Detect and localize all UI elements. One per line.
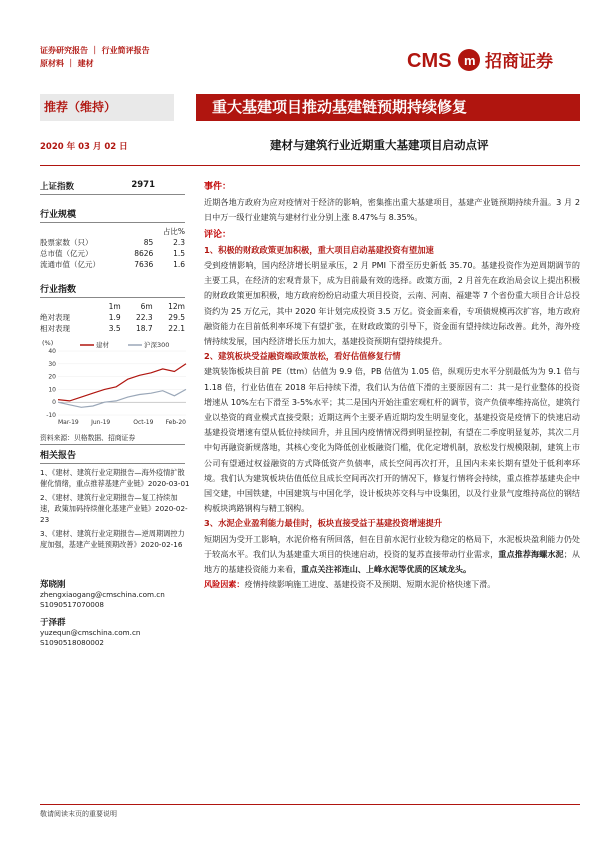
chart-unit: (%): [42, 339, 54, 347]
event-heading: 事件：: [204, 182, 232, 192]
table-row: 总市值（亿元） 8626 1.5: [40, 249, 185, 258]
related-report-link[interactable]: 1、《建材、建筑行业定期报告—海外疫情扩散催化情绪，重点推荐基建产业链》2020-03-01: [40, 468, 190, 488]
section-heading-3: 3、水泥企业盈利能力最佳时，板块直接受益于基建投资增速提升: [204, 518, 443, 529]
page-title: 重大基建项目推动基建链预期持续修复: [196, 94, 580, 121]
section-text-1: 受到疫情影响，国内经济增长明显承压，2 月 PMI 下滑至历史新低 35.70。基建投资作为逆周期调节的主要工具，在经济的宏观背景下，成为目前最有效的选择。政策方面，2 月首先在政治局会议上提出积极的财政政策更加积极，地方政府纷纷启动重大项目投资，云南、河南、福建等 7 个省份重大项目合计总投资约为 25 万亿元，其中 2020 年计划完成投资 3.5 万亿。资金面来看，专项债规模再次扩容，地方政府融资能力在目前低利率环境下有望扩张，在财政政策的引导下，资金面有望持续边际改善。此外，海外疫情持续发展，国内经济增长压力加大，基建投资预期有望持续提升。: [204, 260, 580, 347]
analyst-name: 于泽群: [40, 618, 66, 628]
perf-table: 1m 6m 12m 绝对表现 1.9 22.3 29.5 相对表现 3.5 18.7 22.1: [40, 302, 185, 333]
logo-text: CMS: [407, 50, 452, 72]
x-tick-label: Feb-20: [165, 419, 186, 426]
y-tick-label: -10: [46, 412, 56, 419]
y-tick-label: 30: [48, 360, 56, 368]
section-text-3: 短期因为受开工影响，水泥价格有所回落，但在目前水泥行业较为稳定的格局下，水泥板块盈利能力仍处于较高水平。我们认为基建重大项目的快速启动，投资的复苏直接带动行业需求，重点推荐海螺水泥；从地方的基建投资能力来看，重点关注祁连山、上峰水泥等优质的区域龙头。: [204, 533, 580, 575]
analyst-email[interactable]: yuzequn@cmschina.com.cn: [40, 628, 141, 637]
perf-title: 行业指数: [40, 282, 185, 298]
industry-category: 原材料 ｜ 建材: [40, 59, 94, 68]
page-subtitle: 建材与建筑行业近期重大基建项目启动点评: [270, 138, 489, 152]
index-value: 2971: [131, 180, 155, 190]
rating-tag: 推荐（维持）: [40, 94, 174, 121]
analysts: [40, 580, 190, 648]
index-row: [40, 180, 185, 195]
table-row: 相对表现 3.5 18.7 22.1: [40, 324, 185, 333]
legend-building: 建材: [96, 341, 109, 349]
related-title: 相关报告: [40, 448, 185, 464]
report-type: [40, 44, 150, 70]
related-report-link[interactable]: 3、《建材、建筑行业定期报告—逆周期调控力度加强，基建产业链预期改善》2020-02-16: [40, 529, 185, 549]
svg-text:m: m: [464, 53, 476, 68]
industry-index-chart: [40, 337, 190, 429]
cms-logo: [407, 44, 567, 76]
y-tick-label: 0: [52, 399, 56, 407]
legend-hs300: 沪深300: [144, 341, 170, 349]
report-category: 证券研究报告 ｜ 行业简评报告: [40, 46, 150, 55]
comment-heading: 评论：: [204, 229, 232, 240]
section-heading-2: 2、建筑板块受益融资端政策放松，看好估值修复行情: [204, 351, 401, 362]
analyst-cert: S1090518080002: [40, 638, 105, 647]
section-heading-1: 1、积极的财政政策更加积极，重大项目启动基建投资有望加速: [204, 244, 434, 255]
section-text-2: 建筑装饰板块目前 PE（ttm）估值为 9.9 倍，PB 估值为 1.05 倍，纵观历史水平分别最低为为 9.1 倍与 1.18 倍，行业估值在 2018 年后持续下滑，我们认为估值下滑的主要原因有二：其一是行业整体的投资增速从 10%左右下滑至 3-5%水平；其二是国内开始注重宏观杠杆的调节，资产负债率维持高位，建筑行业以垫资的商业模式直接受限；近期这两个主要矛盾近期均发生明显变化，基建投资是疫情下的快速启动基建投资增速有望从低位持续回升，并且国内疫情情况得到明显控制，有望在二季度明显复苏，其次二月中旬再融资新规落地，其核心变化为降低创业板融资门槛，优化定增机制，放松发行规模限制，建筑上市公司有望通过权益融资的方式降低资产负债率，成长空间再次打开，且国内未来长期有望处于低利率环境。我们认为建筑板块估值低位且成长空间再次打开的情况下，修复行情将会持续，重点推荐基建央企中国交建，中国铁建，中国建筑与中国化学，设计板块苏交科与中设集团，以及行业景气度维持高位的钢结构板块鸿路钢构与精工钢构。: [204, 366, 580, 514]
table-row: 股票家数（只） 85 2.3: [40, 238, 185, 247]
analyst-email[interactable]: zhengxiaogang@cmschina.com.cn: [40, 590, 165, 599]
main-content: [204, 180, 580, 592]
y-tick-label: 10: [48, 386, 56, 394]
risk-factors: 风险因素：疫情持续影响施工进度、基建投资不及预期、短期水泥价格快速下滑。: [204, 579, 496, 590]
scale-col-header: 占比%: [162, 227, 185, 236]
analyst-cert: S1090517070008: [40, 600, 105, 609]
related-report-link[interactable]: 2、《建材、建筑行业定期报告—复工持续加速，政策加码持续催化基建产业链》2020-02-23: [40, 493, 188, 524]
sidebar: [40, 180, 190, 648]
x-tick-label: Oct-19: [133, 419, 154, 426]
index-label: 上证指数: [40, 182, 75, 192]
x-tick-label: Mar-19: [58, 419, 79, 426]
report-date: 2020 年 03 月 02 日: [40, 142, 128, 152]
x-tick-label: Jun-19: [91, 419, 111, 426]
chart-source: 资料来源：贝格数据、招商证券: [40, 432, 185, 445]
header-divider: [40, 165, 580, 166]
scale-title: 行业规模: [40, 207, 185, 223]
scale-table: [40, 226, 185, 270]
analyst-name: 郑晓刚: [40, 580, 66, 590]
y-tick-label: 20: [48, 373, 56, 381]
logo-cn: 招商证券: [485, 52, 553, 72]
series-line-0: [58, 364, 186, 401]
event-text: 近期各地方政府为应对疫情对于经济的影响，密集推出重大基建项目，基建产业链预期持续升温。3 月 2 日中万一级行业建筑与建材行业分别上涨 8.47%与 8.35%。: [204, 197, 580, 223]
footer-note: 敬请阅读末页的重要说明: [40, 804, 580, 819]
table-row: 流通市值（亿元） 7636 1.6: [40, 260, 185, 269]
y-tick-label: 40: [48, 348, 56, 355]
table-row: 绝对表现 1.9 22.3 29.5: [40, 313, 185, 322]
